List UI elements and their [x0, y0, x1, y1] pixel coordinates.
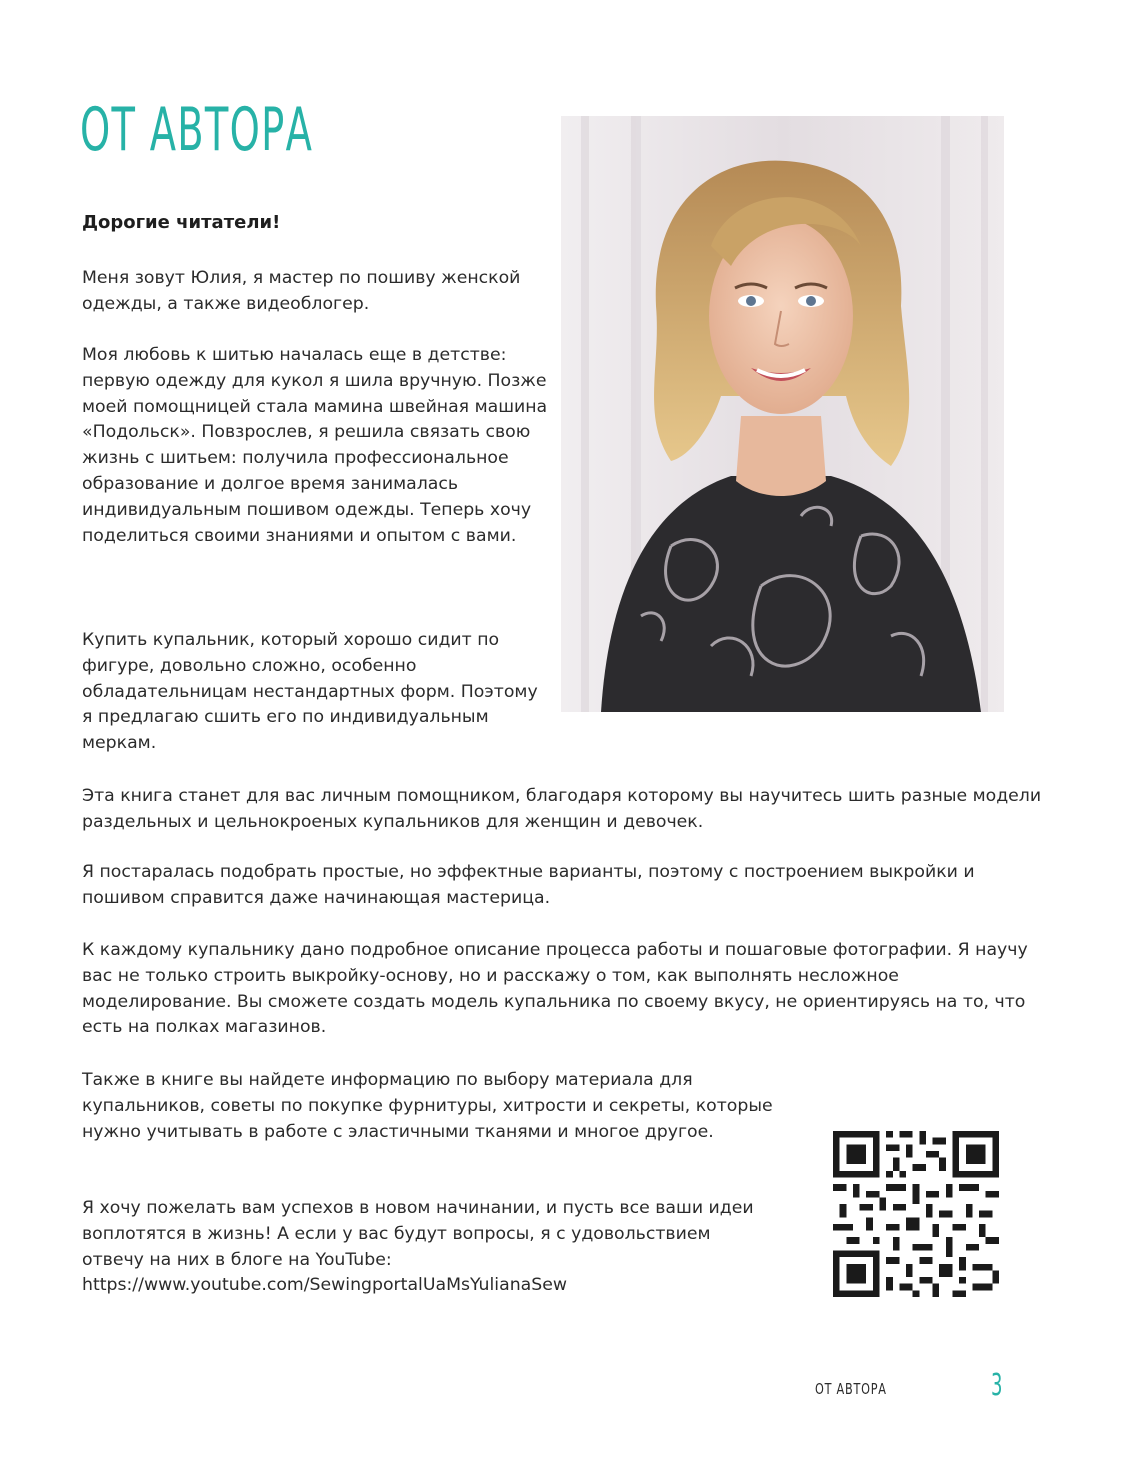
paragraph-simple-variants: Я постаралась подобрать простые, но эффектные варианты, поэтому с построением выкройки и пошивом справится даже начинающая мастерица.	[82, 862, 975, 908]
page-number: 3	[991, 1368, 1003, 1403]
paragraph-description: К каждому купальнику дано подробное описание процесса работы и пошаговые фотографии. Я научу вас не только строить выкройку-основу, но и расскажу о том, как выполнять несложное моделирование. Вы сможете создать модель купальника по своему вкусу, не ориентируясь на то, что есть на полках магазинов.	[82, 940, 1028, 1038]
paragraph-swimsuit: Купить купальник, который хорошо сидит по фигуре, довольно сложно, особенно обладательницам нестандартных форм. Поэтому я предлагаю сшить его по индивидуальным меркам.	[82, 630, 538, 754]
qr-code-icon	[833, 1131, 999, 1297]
paragraph-intro: Меня зовут Юлия, я мастер по пошиву женской одежды, а также видеоблогер.	[82, 268, 521, 314]
greeting-heading: Дорогие читатели!	[82, 212, 281, 233]
paragraph-book-helper: Эта книга станет для вас личным помощником, благодаря которому вы научитесь шить разные модели раздельных и цельнокроеных купальников для женщин и девочек.	[82, 786, 1042, 832]
author-photo	[561, 116, 1004, 712]
paragraph-wishes: Я хочу пожелать вам успехов в новом начинании, и пусть все ваши идеи воплотятся в жизнь! А если у вас будут вопросы, я с удовольствием отвечу на них в блоге на YouTube: https://www.youtube.com/SewingportalUaMsYulianaSew	[82, 1198, 754, 1296]
page-title: ОТ АВТОРА	[80, 95, 314, 165]
footer-section-label: ОТ АВТОРА	[815, 1380, 887, 1398]
paragraph-childhood: Моя любовь к шитью началась еще в детстве: первую одежду для кукол я шила вручную. Позже моей помощницей стала мамина швейная машина «Подольск». Повзрослев, я решила связать свою жизнь с шитьем: получила профессиональное образование и долгое время занималась индивидуальным пошивом одежды. Теперь хочу поделиться своими знаниями и опытом с вами.	[82, 345, 548, 546]
paragraph-materials: Также в книге вы найдете информацию по выбору материала для купальников, советы по покупке фурнитуры, хитрости и секреты, которые нужно учитывать в работе с эластичными тканями и многое другое.	[82, 1070, 773, 1142]
